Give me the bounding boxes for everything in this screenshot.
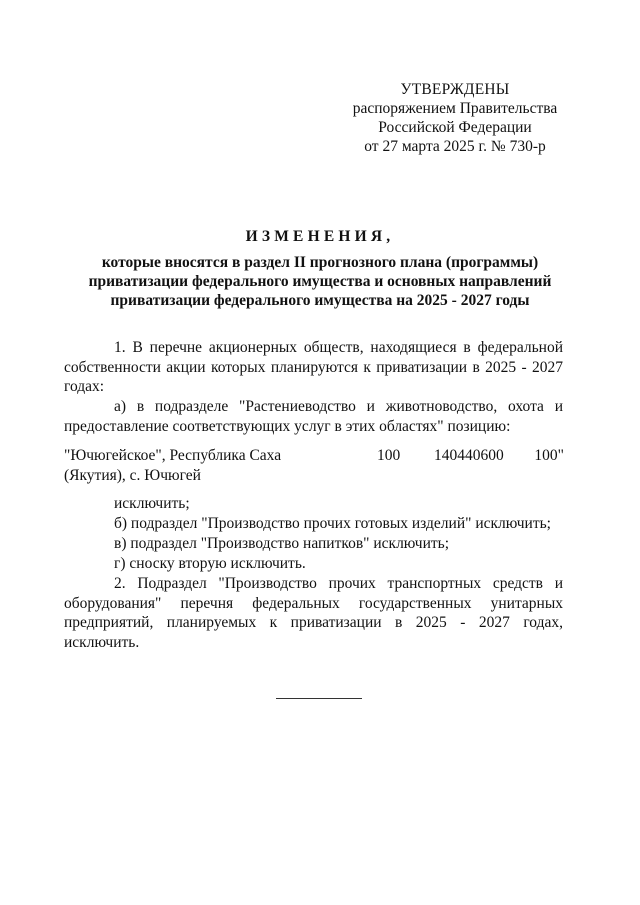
document-title: ИЗМЕНЕНИЯ,	[245, 228, 395, 245]
entry-value: 100"	[534, 447, 564, 464]
entry-code: 140440600	[434, 447, 504, 464]
approval-block	[330, 80, 580, 156]
approval-authority: Российской Федерации	[378, 119, 532, 136]
document-subtitle-line-1: которые вносятся в раздел II прогнозного плана (программы)	[101, 254, 539, 271]
approval-order: распоряжением Правительства	[352, 100, 558, 117]
paragraph-1: 1. В перечне акционерных обществ, находящиеся в федеральной собственности акции которых планируются к приватизации в 2025 - 2027 годах:	[64, 339, 563, 396]
document-title-block	[64, 227, 576, 310]
document-subtitle-line-2: приватизации федерального имущества и основных направлений	[88, 273, 552, 290]
entry-share: 100	[377, 447, 401, 464]
line-v: в) подраздел "Производство напитков" исключить;	[114, 535, 450, 552]
approval-date: от 27 марта 2025 г. № 730-р	[364, 138, 546, 155]
paragraph-1a: а) в подразделе "Растениеводство и животноводство, охота и предоставление соответствующих услуг в этих областях" позицию:	[64, 398, 563, 435]
line-b: б) подраздел "Производство прочих готовых изделий" исключить;	[114, 515, 551, 532]
line-exclude: исключить;	[114, 495, 190, 512]
line-g: г) сноску вторую исключить.	[114, 555, 306, 572]
approval-heading: УТВЕРЖДЕНЫ	[400, 81, 510, 98]
document-subtitle-line-3: приватизации федерального имущества на 2025 - 2027 годы	[110, 292, 530, 309]
closing-rule	[276, 698, 362, 699]
entry-name: "Ючюгейское", Республика Саха (Якутия), с. Ючюгей	[64, 447, 282, 484]
excluded-position-entry	[64, 446, 564, 486]
paragraph-2: 2. Подраздел "Производство прочих транспортных средств и оборудования" перечня федеральных государственных унитарных предприятий, планируемых к приватизации в 2025 - 2027 годах, исключить.	[64, 575, 563, 652]
